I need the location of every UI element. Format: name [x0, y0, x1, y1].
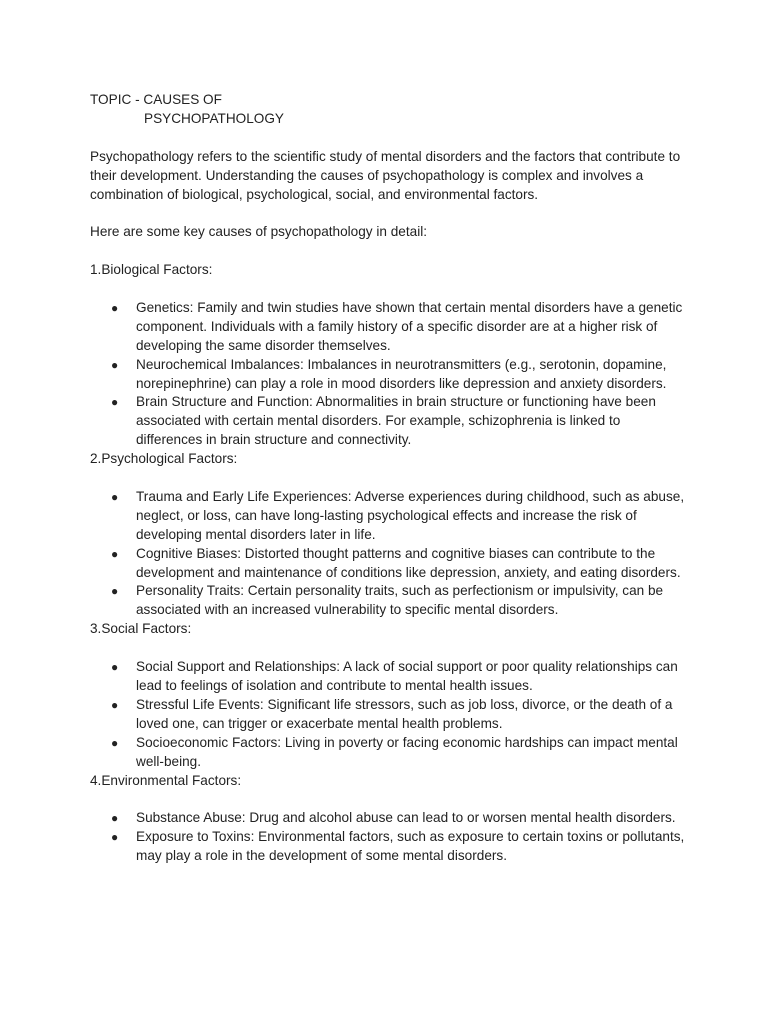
list-item: [90, 734, 690, 772]
bullet-list-psychological: [90, 488, 690, 620]
bullet-icon: ●: [111, 546, 119, 561]
list-item-text: Personality Traits: Certain personality traits, such as perfectionism or impulsivity, can be associated with an increased vulnerability to specific mental disorders.: [136, 583, 664, 618]
list-item: [90, 299, 690, 356]
bullet-icon: ●: [111, 357, 119, 372]
title-line-1: TOPIC - CAUSES OF: [90, 92, 222, 107]
list-item-text: Exposure to Toxins: Environmental factors, such as exposure to certain toxins or pollutants, may play a role in the development of some mental disorders.: [136, 829, 685, 864]
list-item-text: Cognitive Biases: Distorted thought patterns and cognitive biases can contribute to the development and maintenance of conditions like depression, anxiety, and eating disorders.: [136, 545, 681, 580]
bullet-icon: ●: [111, 395, 119, 410]
list-item-text: Brain Structure and Function: Abnormalities in brain structure or functioning have been associated with certain mental disorders. For example, schizophrenia is linked to differences in brain structure and connectivity.: [136, 394, 656, 448]
list-item-text: Neurochemical Imbalances: Imbalances in neurotransmitters (e.g., serotonin, dopamine, norepinephrine) can play a role in mood disorders like depression and anxiety disorders.: [136, 356, 667, 391]
list-item: [90, 658, 690, 696]
list-item-text: Genetics: Family and twin studies have shown that certain mental disorders have a genetic component. Individuals with a family history of a specific disorder are at a higher risk of developing the same disorder themselves.: [136, 299, 683, 353]
bullet-icon: ●: [111, 489, 119, 504]
bullet-list-biological: [90, 299, 690, 450]
list-item-text: Social Support and Relationships: A lack of social support or poor quality relationships can lead to feelings of isolation and contribute to mental health issues.: [136, 659, 678, 693]
section-heading-environmental: 4.Environmental Factors:: [90, 772, 242, 788]
lead-in-paragraph: Here are some key causes of psychopathology in detail:: [90, 224, 428, 240]
bullet-icon: ●: [111, 811, 119, 826]
list-item-text: Socioeconomic Factors: Living in poverty or facing economic hardships can impact mental well-being.: [136, 734, 678, 769]
intro-paragraph: Psychopathology refers to the scientific study of mental disorders and the factors that contribute to their development. Understanding the causes of psychopathology is complex and involves a combination of biological, psychological, social, and environmental factors.: [90, 148, 681, 202]
list-item-text: Trauma and Early Life Experiences: Adverse experiences during childhood, such as abuse, neglect, or loss, can have long-lasting psychological effects and increase the risk of developing mental disorders later in life.: [136, 488, 685, 542]
bullet-list-environmental: [90, 809, 690, 866]
bullet-icon: ●: [111, 300, 119, 315]
section-heading-social: 3.Social Factors:: [90, 621, 192, 637]
list-item: [90, 356, 690, 394]
bullet-icon: ●: [111, 660, 119, 675]
section-heading-psychological: 2.Psychological Factors:: [90, 451, 238, 467]
list-item: [90, 696, 690, 734]
bullet-list-social: [90, 658, 690, 771]
bullet-icon: ●: [111, 735, 119, 750]
bullet-icon: ●: [111, 830, 119, 845]
list-item: [90, 545, 690, 583]
bullet-icon: ●: [111, 697, 119, 712]
list-item: [90, 828, 690, 866]
list-item: [90, 582, 690, 620]
bullet-icon: ●: [111, 584, 119, 599]
list-item: [90, 488, 690, 545]
list-item-text: Substance Abuse: Drug and alcohol abuse can lead to or worsen mental health disorders.: [136, 810, 676, 826]
list-item: [90, 393, 690, 450]
document-body: [90, 91, 690, 866]
section-heading-biological: 1.Biological Factors:: [90, 262, 213, 278]
title-line-2: PSYCHOPATHOLOGY: [144, 110, 284, 126]
list-item: [90, 809, 690, 828]
list-item-text: Stressful Life Events: Significant life stressors, such as job loss, divorce, or the death of a loved one, can trigger or exacerbate mental health problems.: [136, 696, 673, 731]
